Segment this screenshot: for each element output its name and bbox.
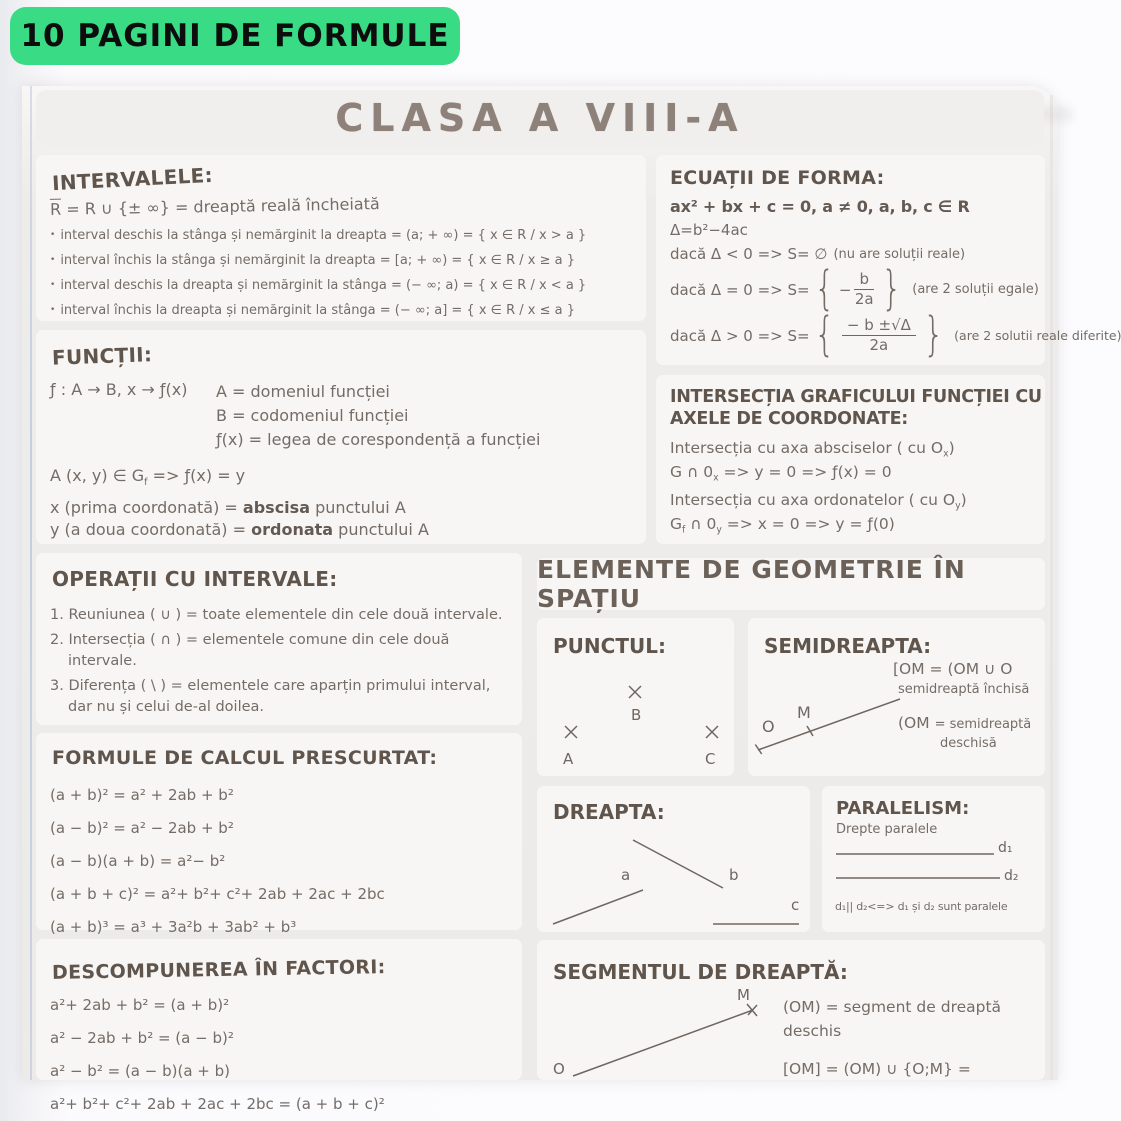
semidreapta-diagram	[750, 670, 910, 770]
factor-trinomial: a²+ b²+ c²+ 2ab + 2ac + 2bc = (a + b + c)²	[50, 1095, 385, 1113]
line-label-b: b	[729, 866, 739, 884]
y-axis-intersection-rule: $G_f$ ∩ $0_y => x = 0 => y$ = ƒ(0)	[670, 515, 895, 536]
dreapta-heading: DREAPTA:	[553, 800, 665, 824]
abscissa-line: x (prima coordonată) = abscisa punctului A	[50, 498, 406, 517]
dreapta-diagram	[541, 826, 806, 930]
case-note: (nu are soluții reale)	[833, 246, 966, 262]
case-delta-positive: dacă Δ > 0 => S= { $\frac{- b \pm√\Delta}{2a}$ } (are 2 solutii reale diferite)	[670, 306, 1121, 361]
section-intervalele	[36, 155, 646, 321]
geometrie-heading: ELEMENTE DE GEOMETRIE ÎN SPAȚIU	[537, 555, 966, 613]
pages-count-badge	[10, 7, 460, 65]
intersectia-heading-line1: INTERSECȚIA GRAFICULUI FUNCȚIEI CU	[670, 387, 1042, 407]
intervalele-bullets	[50, 223, 640, 323]
union-item: 1. Reuniunea ( ∪ ) = toate elementele din cele două intervale.	[50, 607, 503, 623]
segment-label-m: M	[737, 986, 750, 1004]
difference-of-squares: (a − b)(a + b) = a²− b²	[50, 852, 226, 870]
open-segment-formula: (OM) = segment de dreaptă	[783, 998, 1002, 1016]
paralelism-diagram	[832, 840, 1032, 886]
binomial-cube: (a + b)³ = a³ + 3a²b + 3ab² + b³	[50, 918, 297, 936]
delta-formula: Δ=b²−4ac	[670, 221, 748, 239]
point-label-c: C	[705, 750, 716, 768]
descompunerea-rows	[50, 989, 385, 1121]
closed-ray-formula: [OM = (OM ∪ O	[893, 660, 1013, 678]
open-ray-caption: deschisă	[940, 736, 997, 751]
formule-rows	[50, 779, 385, 944]
punctul-heading: PUNCTUL:	[553, 634, 666, 658]
page-title-bar	[36, 90, 1044, 146]
section-intersectia	[656, 375, 1045, 544]
intersection-item: 2. Intersecția ( ∩ ) = elementele comune din cele două intervale.	[50, 632, 450, 669]
open-segment-caption: deschis	[783, 1022, 842, 1040]
section-operatii	[36, 553, 522, 725]
graph-membership-line: A (x, y) ∈ $G_f$ => ƒ(x) = y	[50, 466, 246, 488]
point-cross-c-icon	[706, 726, 718, 738]
interval-def-line: • interval închis la stânga și nemărginit la dreapta = [a; + ∞) = { x ∈ R / x ≥ a }	[50, 248, 640, 273]
case-note: (are 2 soluții egale)	[912, 282, 1039, 298]
factor-square-minus: a² − 2ab + b² = (a − b)²	[50, 1029, 234, 1047]
quadratic-equation: ax² + bx + c = 0, a ≠ 0, a, b, c ∈ R	[670, 197, 970, 216]
parallel-label-d1: d₁	[998, 840, 1013, 856]
interval-def-line: • interval deschis la stânga și nemărginit la dreapta = (a; + ∞) = { x ∈ R / x > a }	[50, 223, 640, 248]
factor-diff-squares: a² − b² = (a − b)(a + b)	[50, 1062, 230, 1080]
codomain-def: B = codomeniul funcției	[216, 406, 409, 425]
trinomial-square: (a + b + c)² = a²+ b²+ c²+ 2ab + 2ac + 2bc	[50, 885, 385, 903]
interval-def-line: • interval deschis la dreapta și nemărginit la stânga = (− ∞; a) = { x ∈ R / x < a }	[50, 273, 640, 298]
paralelism-heading: PARALELISM:	[836, 798, 970, 819]
point-cross-b-icon	[629, 686, 641, 698]
section-ecuatii	[656, 155, 1121, 365]
ray-line	[758, 699, 900, 750]
geometrie-header-bar	[537, 555, 1045, 613]
segment-label-o: O	[553, 1060, 565, 1078]
fraction-b-over-2a: $\frac{b}{2a}$	[854, 270, 874, 309]
x-axis-intersection-rule: G ∩ $0_x => y = 0$ => ƒ(x) = 0	[670, 463, 892, 484]
section-paralelism	[822, 786, 1045, 932]
section-dreapta	[537, 786, 810, 932]
closed-segment-formula: [OM] = (OM) ∪ {O;M} =	[783, 1060, 971, 1078]
case-delta-zero: dacă Δ = 0 => S= { − $\frac{b}{2a}$ } (are 2 soluții egale)	[670, 260, 1039, 315]
closed-ray-caption: semidreaptă închisă	[898, 682, 1030, 697]
intervalele-heading: INTERVALELE:	[51, 162, 214, 196]
case-delta-negative: dacă Δ < 0 => S= ∅ (nu are soluții reale)	[670, 245, 966, 263]
paralelism-subtitle: Drepte paralele	[836, 822, 938, 837]
function-definitions	[216, 380, 540, 452]
line-label-a: a	[621, 866, 631, 884]
functii-heading: FUNCȚII:	[51, 342, 153, 370]
intervalele-real-line: $\overline{R} = R$ ∪ {± ∞} = dreaptă reală încheiată	[49, 194, 380, 219]
segment-cross-m-icon	[747, 1004, 757, 1016]
point-cross-a-icon	[565, 726, 577, 738]
binomial-square-minus: (a − b)² = a² − 2ab + b²	[50, 819, 234, 837]
paralelism-rule: d₁|| d₂<=> d₁ și d₂ sunt paralele	[835, 900, 1008, 913]
section-segmentul	[537, 940, 1045, 1080]
ecuatii-heading: ECUAȚII DE FORMA:	[670, 167, 885, 189]
page-stack-edge	[1050, 95, 1053, 1080]
semidreapta-heading: SEMIDREAPTA:	[764, 634, 932, 658]
difference-item: 3. Diferența ( \ ) = elementele care aparțin primului interval, dar nu și celui de-al doilea.	[50, 678, 491, 715]
page-spine-line	[30, 86, 32, 1080]
function-mapping: ƒ : A → B, x → ƒ(x)	[50, 380, 188, 399]
badge-label: 10 PAGINI DE FORMULE	[20, 18, 450, 54]
y-axis-intersection-label: Intersecția cu axa ordonatelor ( cu $O_y$)	[670, 491, 967, 512]
formule-heading: FORMULE DE CALCUL PRESCURTAT:	[52, 747, 438, 769]
parallel-label-d2: d₂	[1004, 868, 1019, 884]
point-label-a: A	[563, 750, 574, 768]
line-label-c: c	[791, 896, 800, 914]
line-b	[633, 840, 723, 888]
operatii-heading: OPERAȚII CU INTERVALE:	[52, 567, 338, 591]
fraction-quadratic-roots: $\frac{- b \pm√\Delta}{2a}$	[842, 317, 916, 355]
descompunerea-heading: DESCOMPUNEREA ÎN FACTORI:	[51, 956, 386, 984]
x-axis-intersection-label: Intersecția cu axa absciselor ( cu $O_x$)	[670, 439, 955, 460]
ordinate-line: y (a doua coordonată) = ordonata punctului A	[50, 520, 429, 539]
open-ray-formula: (OM = semidreaptă	[898, 714, 1032, 732]
section-formule	[36, 733, 522, 936]
segmentul-heading: SEGMENTUL DE DREAPTĂ:	[553, 960, 848, 984]
point-label-b: B	[631, 706, 642, 724]
law-def: ƒ(x) = legea de corespondență a funcției	[216, 430, 541, 449]
section-semidreapta	[748, 618, 1045, 776]
punctul-diagram	[543, 664, 728, 772]
intersectia-heading-line2: AXELE DE COORDONATE:	[670, 409, 908, 429]
section-descompunerea	[36, 939, 522, 1113]
operatii-list	[50, 605, 508, 722]
line-a	[553, 890, 643, 924]
domain-def: A = domeniul funcției	[216, 382, 390, 401]
case-note: (are 2 solutii reale diferite)	[954, 328, 1121, 344]
interval-def-line: • interval închis la dreapta și nemărginit la stânga = (− ∞; a] = { x ∈ R / x ≤ a }	[50, 298, 640, 323]
page-title: CLASA A VIII-A	[335, 96, 745, 140]
binomial-square-plus: (a + b)² = a² + 2ab + b²	[50, 786, 234, 804]
segment-line	[573, 1010, 753, 1076]
ray-label-m: M	[797, 703, 811, 722]
section-punctul	[537, 618, 734, 776]
segmentul-diagram	[545, 988, 780, 1080]
section-functii	[36, 330, 646, 544]
ray-label-o: O	[762, 717, 775, 736]
factor-square-plus: a²+ 2ab + b² = (a + b)²	[50, 996, 230, 1014]
